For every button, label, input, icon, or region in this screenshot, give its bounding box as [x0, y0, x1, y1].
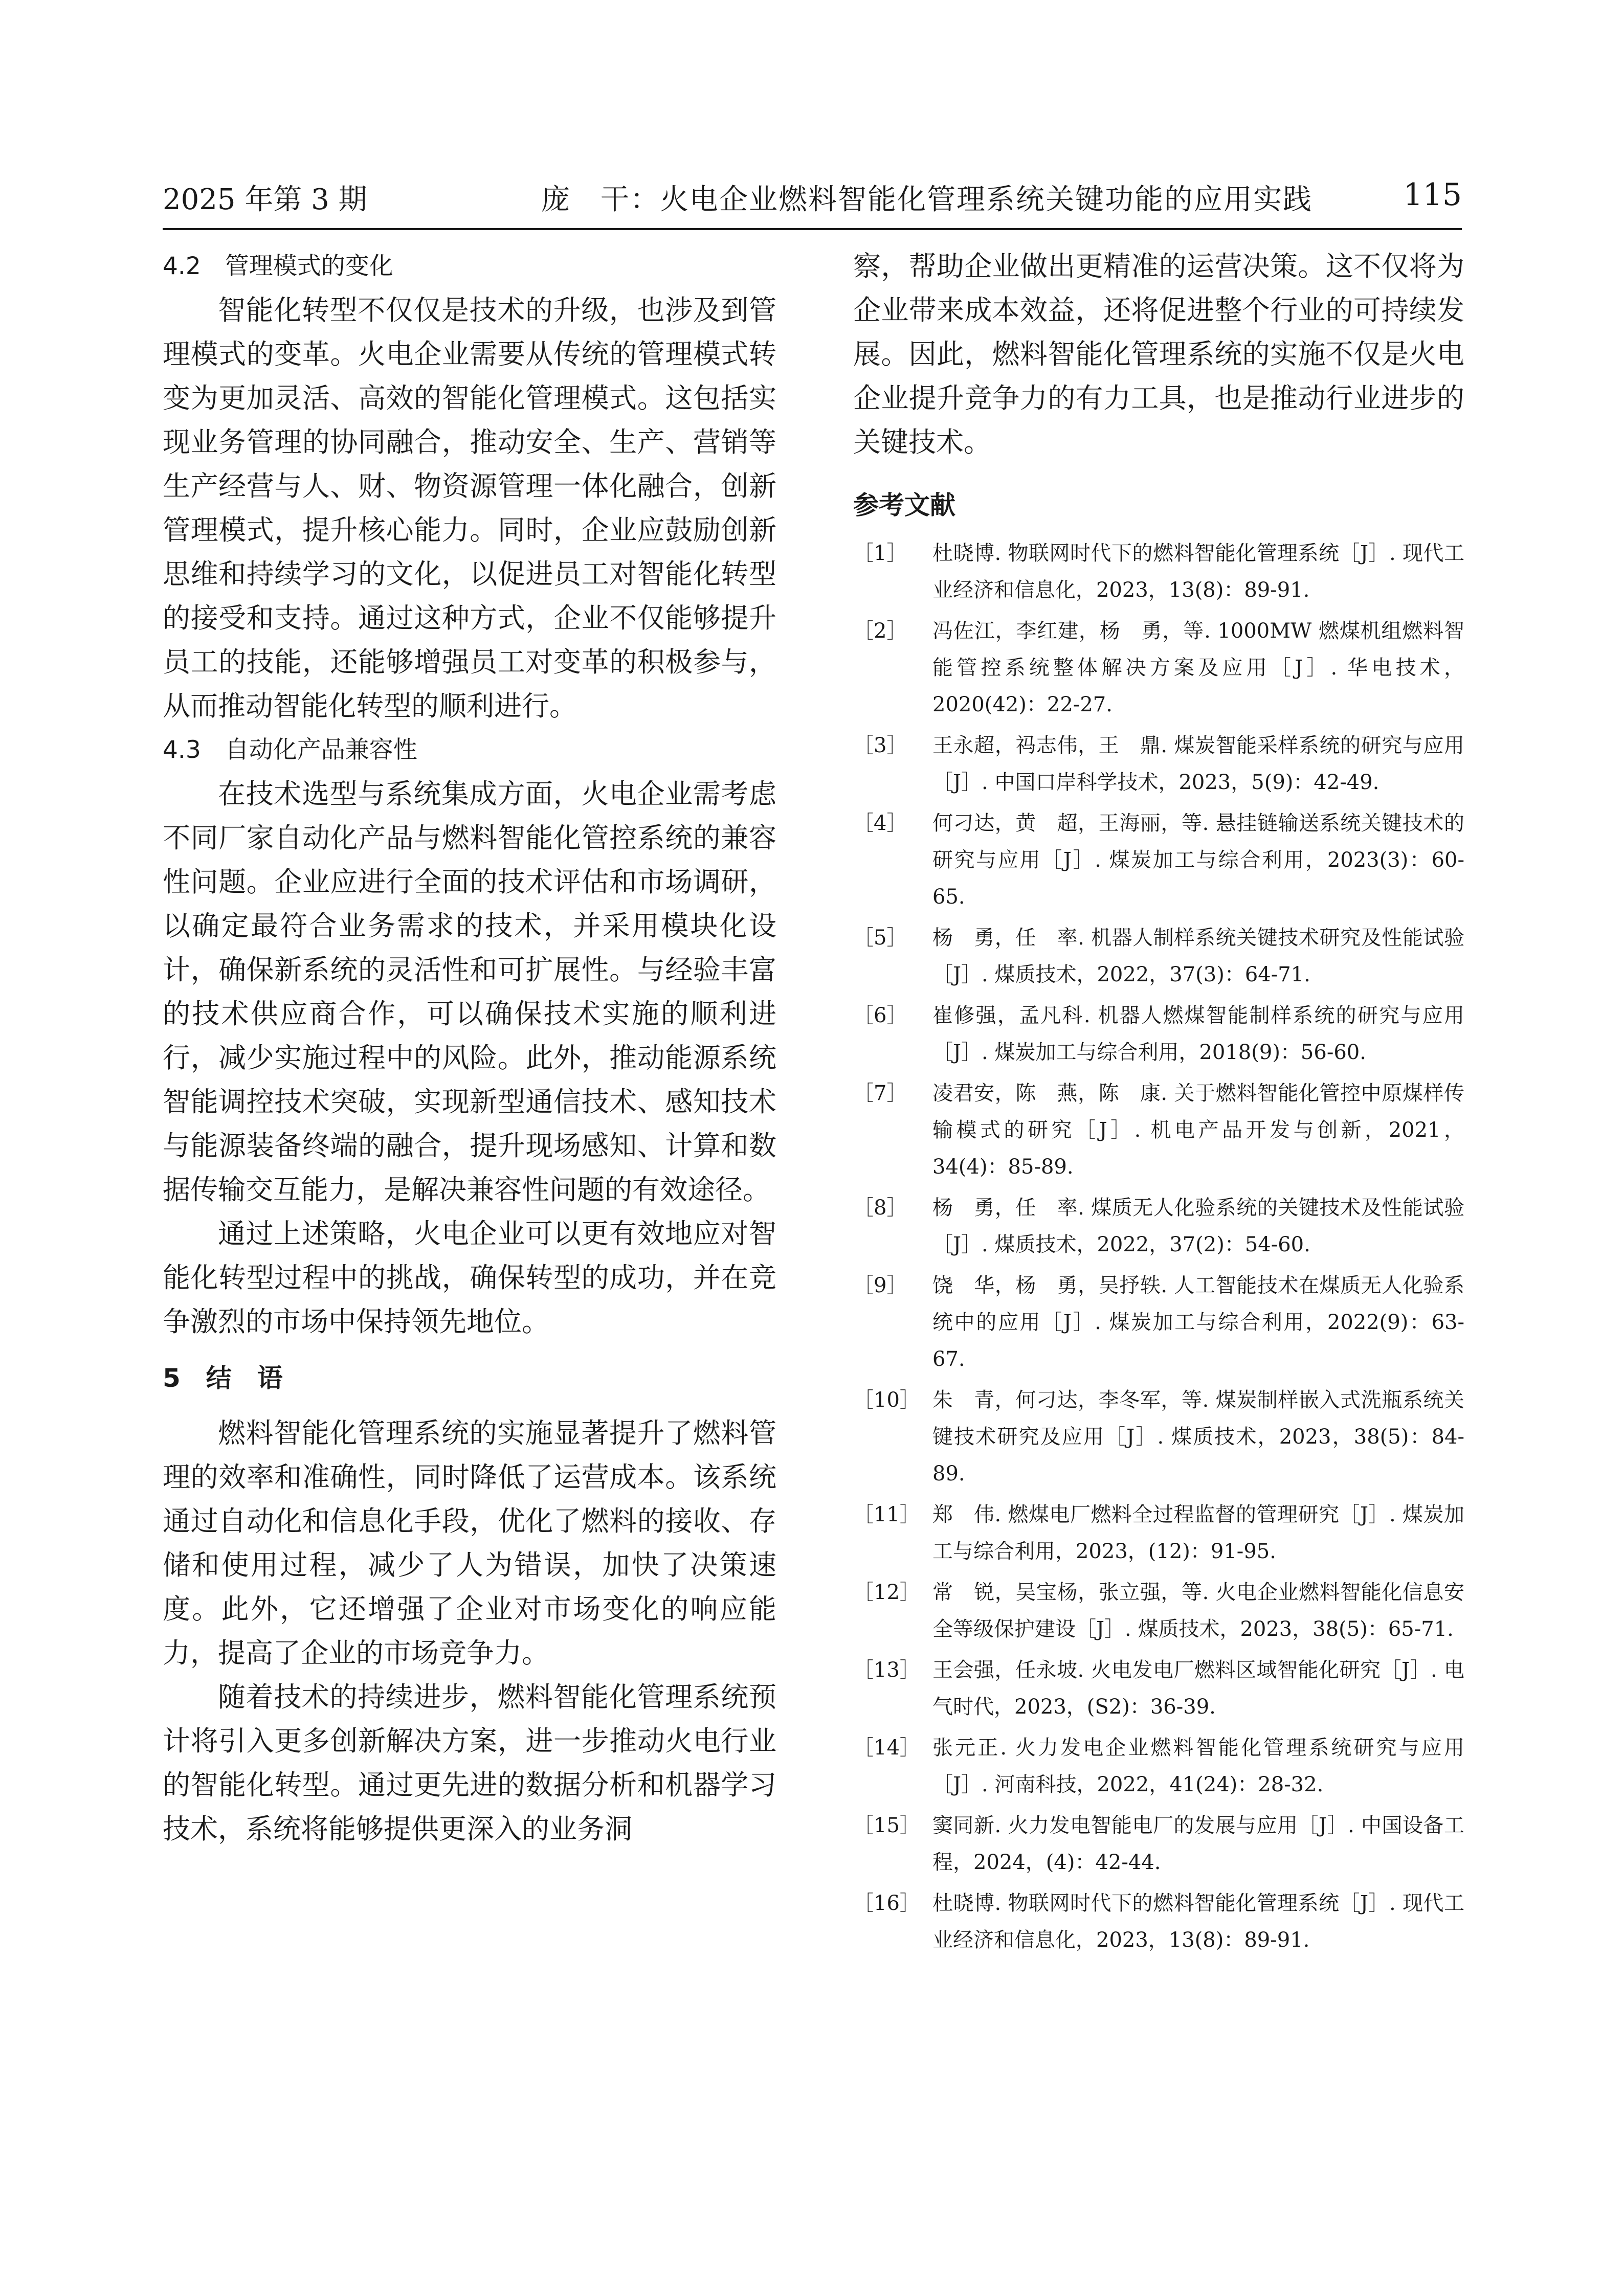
section-4-3-heading: 4.3 自动化产品兼容性 [163, 736, 417, 764]
reference-number: ［2］ [853, 619, 907, 643]
reference-item [853, 1189, 1464, 1263]
reference-text: 杜晓博. 物联网时代下的燃料智能化管理系统［J］. 现代工业经济和信息化，2023，13(8)：89-91. [932, 542, 1464, 602]
reference-text: 郑 伟. 燃煤电厂燃料全过程监督的管理研究［J］. 煤炭加工与综合利用，2023，(12)：91-95. [932, 1503, 1464, 1563]
reference-list [853, 535, 1464, 1959]
reference-text: 窦同新. 火力发电智能电厂的发展与应用［J］. 中国设备工程，2024，(4)：42-44. [932, 1814, 1464, 1874]
reference-number: ［11］ [853, 1503, 920, 1526]
running-header [163, 173, 1462, 229]
reference-number: ［16］ [853, 1892, 920, 1915]
reference-number: ［14］ [853, 1736, 920, 1760]
reference-text: 朱 青，何刁达，李冬军，等. 煤炭制样嵌入式洗瓶系统关键技术研究及应用［J］. 煤质技术，2023，38(5)：84-89. [932, 1388, 1464, 1485]
reference-text: 张元正. 火力发电企业燃料智能化管理系统研究与应用［J］. 河南科技，2022，41(24)：28-32. [932, 1736, 1464, 1796]
reference-text: 饶 华，杨 勇，吴抒轶. 人工智能技术在煤质无人化验系统中的应用［J］. 煤炭加工与综合利用，2022(9)：63-67. [932, 1274, 1464, 1371]
section-5-heading: 5 结 语 [163, 1363, 283, 1393]
reference-text: 杜晓博. 物联网时代下的燃料智能化管理系统［J］. 现代工业经济和信息化，2023，13(8)：89-91. [932, 1892, 1464, 1952]
reference-text: 何刁达，黄 超，王海丽，等. 悬挂链输送系统关键技术的研究与应用［J］. 煤炭加工与综合利用，2023(3)：60-65. [932, 812, 1464, 909]
reference-item [853, 997, 1464, 1071]
reference-item [853, 727, 1464, 801]
issue-label: 2025 年第 3 期 [163, 183, 367, 216]
running-title: 庞 干：火电企业燃料智能化管理系统关键功能的应用实践 [541, 183, 1312, 216]
reference-item [853, 1807, 1464, 1881]
reference-item [853, 1267, 1464, 1378]
reference-text: 杨 勇，任 率. 煤质无人化验系统的关键技术及性能试验［J］. 煤质技术，2022，37(2)：54-60. [932, 1196, 1464, 1256]
section-4-2-heading: 4.2 管理模式的变化 [163, 252, 393, 280]
conclusion-paragraph-2-end: 察，帮助企业做出更精准的运营决策。这不仅将为企业带来成本效益，还将促进整个行业的可持续发展。因此，燃料智能化管理系统的实施不仅是火电企业提升竞争力的有力工具，也是推动行业进步的关键技术。 [853, 250, 1464, 458]
reference-number: ［3］ [853, 734, 907, 757]
reference-number: ［8］ [853, 1196, 907, 1220]
section-4-2-paragraph: 智能化转型不仅仅是技术的升级，也涉及到管理模式的变革。火电企业需要从传统的管理模式转变为更加灵活、高效的智能化管理模式。这包括实现业务管理的协同融合，推动安全、生产、营销等生产经营与人、财、物资源管理一体化融合，创新管理模式，提升核心能力。同时，企业应鼓励创新思维和持续学习的文化，以促进员工对智能化转型的接受和支持。通过这种方式，企业不仅能够提升员工的技能，还能够增强员工对变革的积极参与，从而推动智能化转型的顺利进行。 [163, 294, 776, 722]
reference-number: ［10］ [853, 1388, 920, 1412]
conclusion-paragraph-2-start: 随着技术的持续进步，燃料智能化管理系统预计将引入更多创新解决方案，进一步推动火电行业的智能化转型。通过更先进的数据分析和机器学习技术，系统将能够提供更深入的业务洞 [163, 1681, 776, 1845]
references-heading: 参考文献 [853, 490, 955, 520]
reference-text: 杨 勇，任 率. 机器人制样系统关键技术研究及性能试验［J］. 煤质技术，2022，37(3)：64-71. [932, 926, 1464, 986]
page-number: 115 [1403, 177, 1462, 213]
reference-number: ［13］ [853, 1658, 920, 1682]
reference-item [853, 1652, 1464, 1725]
reference-item [853, 1729, 1464, 1803]
reference-number: ［6］ [853, 1004, 907, 1027]
section-4-3-paragraph-1: 在技术选型与系统集成方面，火电企业需考虑不同厂家自动化产品与燃料智能化管控系统的兼容性问题。企业应进行全面的技术评估和市场调研，以确定最符合业务需求的技术，并采用模块化设计，确保新系统的灵活性和可扩展性。与经验丰富的技术供应商合作，可以确保技术实施的顺利进行，减少实施过程中的风险。此外，推动能源系统智能调控技术突破，实现新型通信技术、感知技术与能源装备终端的融合，提升现场感知、计算和数据传输交互能力，是解决兼容性问题的有效途径。 [163, 778, 776, 1206]
reference-item [853, 805, 1464, 915]
reference-item [853, 613, 1464, 723]
reference-item [853, 919, 1464, 993]
reference-item [853, 535, 1464, 609]
reference-text: 崔修强，孟凡科. 机器人燃煤智能制样系统的研究与应用［J］. 煤炭加工与综合利用，2018(9)：56-60. [932, 1004, 1464, 1064]
reference-number: ［4］ [853, 812, 907, 835]
reference-item [853, 1885, 1464, 1959]
reference-number: ［12］ [853, 1581, 920, 1604]
reference-number: ［7］ [853, 1082, 907, 1105]
reference-number: ［1］ [853, 542, 907, 565]
reference-text: 王会强，任永坡. 火电发电厂燃料区域智能化研究［J］. 电气时代，2023，(S2)：36-39. [932, 1658, 1464, 1719]
reference-text: 冯佐江，李红建，杨 勇，等. 1000MW 燃煤机组燃料智能管控系统整体解决方案及应用［J］. 华电技术，2020(42)：22-27. [932, 619, 1464, 716]
reference-text: 常 锐，吴宝杨，张立强，等. 火电企业燃料智能化信息安全等级保护建设［J］. 煤质技术，2023，38(5)：65-71. [932, 1581, 1464, 1641]
reference-number: ［15］ [853, 1814, 920, 1837]
left-column [163, 244, 776, 1851]
reference-number: ［9］ [853, 1274, 907, 1297]
reference-item [853, 1382, 1464, 1492]
reference-text: 王永超，祃志伟，王 鼎. 煤炭智能采样系统的研究与应用［J］. 中国口岸科学技术，2023，5(9)：42-49. [932, 734, 1464, 794]
right-column [853, 244, 1464, 1963]
conclusion-paragraph-1: 燃料智能化管理系统的实施显著提升了燃料管理的效率和准确性，同时降低了运营成本。该系统通过自动化和信息化手段，优化了燃料的接收、存储和使用过程，减少了人为错误，加快了决策速度。此外，它还增强了企业对市场变化的响应能力，提高了企业的市场竞争力。 [163, 1417, 776, 1669]
reference-item [853, 1075, 1464, 1185]
reference-number: ［5］ [853, 926, 907, 950]
reference-item [853, 1496, 1464, 1570]
header-rule [163, 228, 1462, 230]
reference-text: 凌君安，陈 燕，陈 康. 关于燃料智能化管控中原煤样传输模式的研究［J］. 机电产品开发与创新，2021，34(4)：85-89. [932, 1082, 1464, 1179]
reference-item [853, 1574, 1464, 1648]
section-4-3-paragraph-2: 通过上述策略，火电企业可以更有效地应对智能化转型过程中的挑战，确保转型的成功，并在竞争激烈的市场中保持领先地位。 [163, 1218, 776, 1338]
